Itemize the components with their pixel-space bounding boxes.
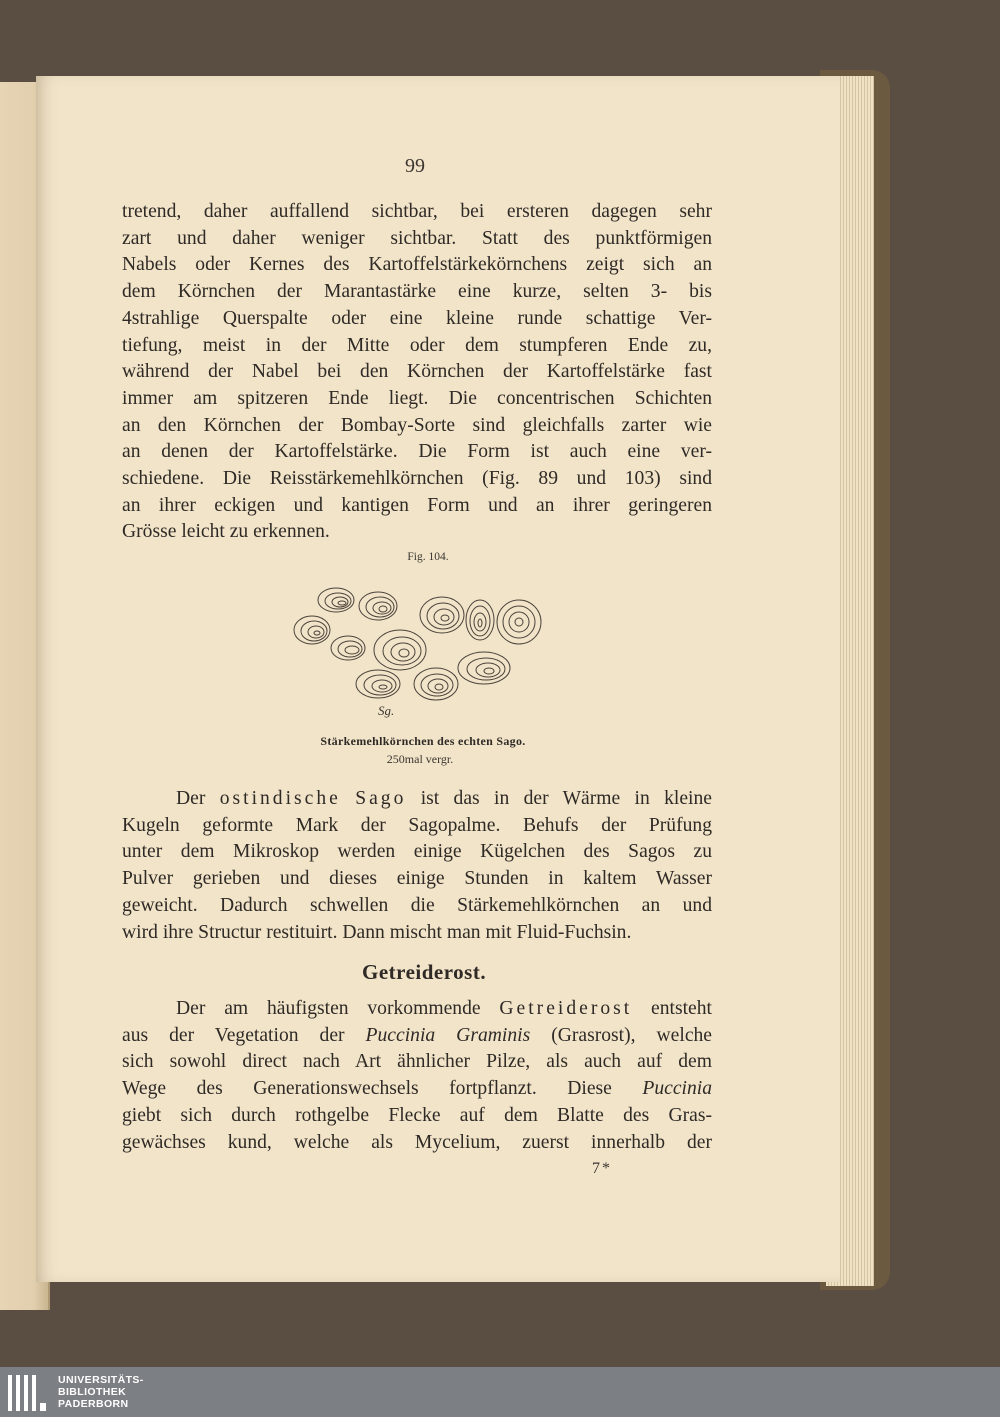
text-fragment: (Grasrost), welche bbox=[530, 1024, 713, 1046]
section-heading: Getreiderost. bbox=[362, 960, 487, 984]
library-name-line: UNIVERSITÄTS- bbox=[58, 1374, 144, 1386]
text-fragment: Wege des Generationswechsels fortpflanzt. Diese bbox=[122, 1078, 643, 1100]
starch-granule bbox=[414, 668, 458, 700]
text-line: immer am spitzeren Ende liegt. Die concentrischen Schichten bbox=[122, 387, 712, 409]
starch-granule bbox=[466, 600, 494, 640]
figure-marker: Sg. bbox=[378, 703, 395, 718]
text-fragment: ist das in der Wärme in kleine bbox=[406, 788, 712, 809]
sago-starch-granules-illustration bbox=[290, 580, 550, 710]
text-line: während der Nabel bei den Körnchen der Kartoffelstärke fast bbox=[122, 361, 712, 383]
text-line: Grösse leicht zu erkennen. bbox=[122, 521, 330, 543]
text-fragment: entsteht bbox=[632, 998, 712, 1019]
text-line: sich sowohl direct nach Art ähnlicher Pilze, als auch auf dem bbox=[122, 1051, 712, 1073]
starch-granule bbox=[359, 592, 397, 620]
figure-caption: Stärkemehlkörnchen des echten Sago. bbox=[320, 734, 526, 748]
text-fragment bbox=[341, 788, 355, 809]
text-line: an ihrer eckigen und kantigen Form und an ihrer geringeren bbox=[122, 494, 712, 516]
text-line: giebt sich durch rothgelbe Flecke auf dem Blatte des Gras- bbox=[122, 1104, 712, 1126]
text-line bbox=[122, 1023, 712, 1050]
starch-granule bbox=[356, 670, 400, 698]
spaced-term: Sago bbox=[355, 788, 407, 809]
text-line: unter dem Mikroskop werden einige Kügelchen des Sagos zu bbox=[122, 841, 712, 863]
spaced-term: ostindische bbox=[219, 788, 341, 809]
text-line: an denen der Kartoffelstärke. Die Form ist auch eine ver- bbox=[122, 441, 712, 463]
library-name bbox=[58, 1374, 144, 1410]
text-line: Kugeln geformte Mark der Sagopalme. Behufs der Prüfung bbox=[122, 814, 712, 836]
library-logo-icon bbox=[8, 1373, 48, 1413]
text-line: tiefung, meist in der Mitte oder dem stumpferen Ende zu, bbox=[122, 334, 712, 356]
text-line: zart und daher weniger sichtbar. Statt des punktförmigen bbox=[122, 227, 712, 249]
starch-granule bbox=[294, 616, 330, 644]
paragraph-starch-comparison bbox=[122, 199, 712, 546]
text-line: schiedene. Die Reisstärkemehlkörnchen (Fig. 89 und 103) sind bbox=[122, 468, 712, 490]
starch-granule bbox=[420, 597, 464, 633]
text-line: wird ihre Structur restituirt. Dann mischt man mit Fluid-Fuchsin. bbox=[122, 921, 632, 943]
text-fragment: aus der Vegetation der bbox=[122, 1024, 366, 1046]
text-line: 4strahlige Querspalte oder eine kleine runde schattige Ver- bbox=[122, 307, 712, 329]
signature-mark: 7* bbox=[592, 1160, 612, 1177]
spaced-term: Getreiderost bbox=[499, 998, 633, 1019]
starch-granule bbox=[374, 630, 426, 670]
text-fragment: Der bbox=[176, 788, 220, 809]
text-line bbox=[122, 1076, 712, 1103]
text-line: geweicht. Dadurch schwellen die Stärkemehlkörnchen an und bbox=[122, 894, 712, 916]
starch-granule bbox=[318, 588, 354, 612]
paragraph-sago bbox=[122, 786, 712, 946]
page-number: 99 bbox=[405, 155, 425, 177]
genus-name: Puccinia bbox=[642, 1078, 712, 1100]
library-name-line: BIBLIOTHEK bbox=[58, 1386, 127, 1398]
starch-granule bbox=[497, 600, 541, 644]
species-name: Puccinia Graminis bbox=[365, 1024, 531, 1046]
text-line bbox=[122, 786, 712, 813]
library-footer-bar bbox=[0, 1367, 1000, 1417]
starch-granule bbox=[331, 636, 365, 660]
paragraph-getreiderost bbox=[122, 996, 712, 1156]
text-fragment: Der am häufigsten vorkommende bbox=[176, 998, 500, 1019]
text-line: Pulver gerieben und dieses einige Stunden in kaltem Wasser bbox=[122, 868, 712, 890]
text-line: tretend, daher auffallend sichtbar, bei ersteren dagegen sehr bbox=[122, 201, 712, 222]
figure-magnification: 250mal vergr. bbox=[386, 752, 454, 766]
text-line bbox=[122, 996, 712, 1023]
text-line: dem Körnchen der Marantastärke eine kurze, selten 3- bis bbox=[122, 281, 712, 303]
starch-granule bbox=[458, 652, 510, 684]
text-line: an den Körnchen der Bombay-Sorte sind gleichfalls zarter wie bbox=[122, 414, 712, 436]
text-line: Nabels oder Kernes des Kartoffelstärkekörnchens zeigt sich an bbox=[122, 254, 712, 276]
figure-label: Fig. 104. bbox=[407, 551, 449, 563]
text-line: gewächses kund, welche als Mycelium, zuerst innerhalb der bbox=[122, 1131, 712, 1153]
library-name-line: PADERBORN bbox=[58, 1398, 129, 1410]
